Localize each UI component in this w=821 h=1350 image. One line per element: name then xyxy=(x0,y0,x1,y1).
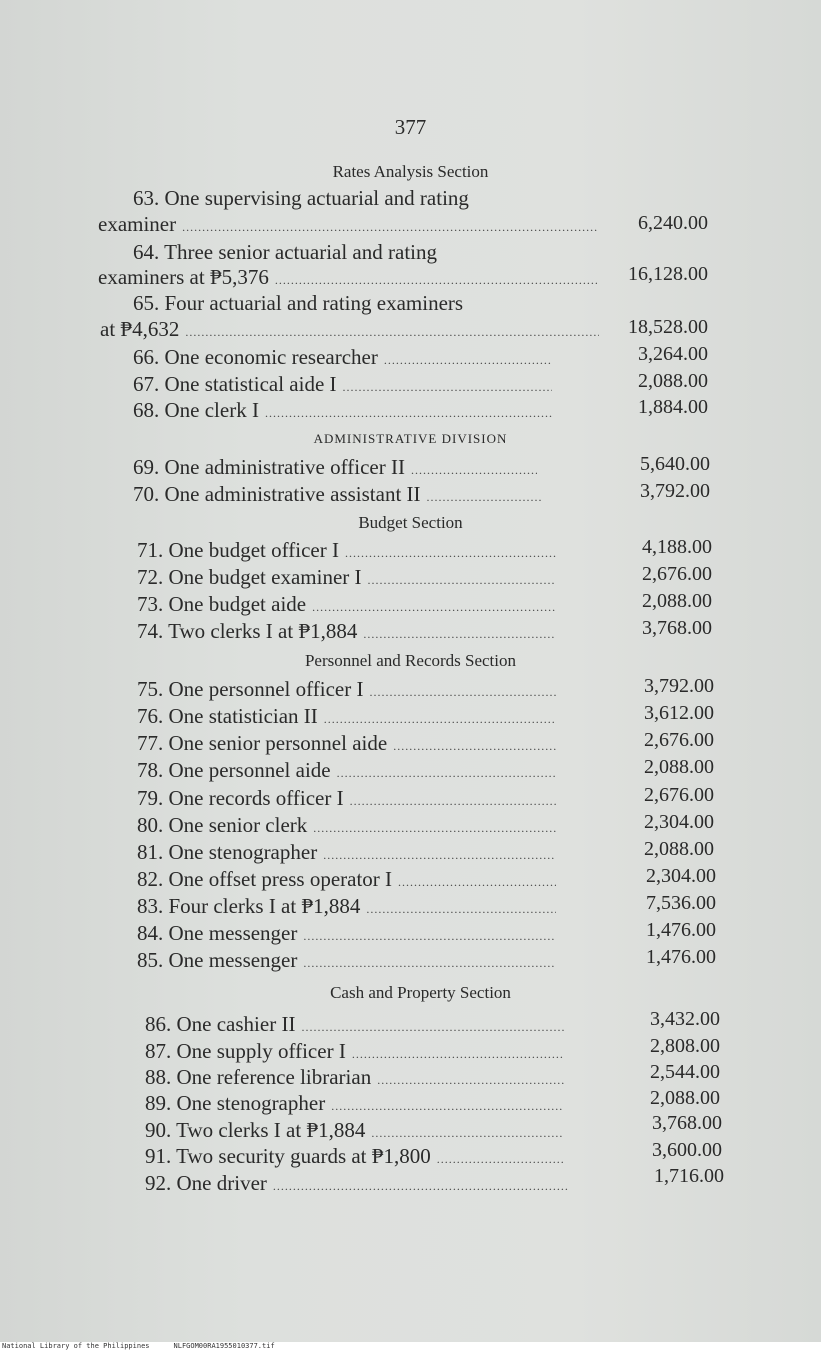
item-78 xyxy=(137,758,562,783)
item-87-amount: 2,808.00 xyxy=(650,1035,720,1057)
item-78-label: 78. One personnel aide xyxy=(137,758,331,782)
item-88-amount: 2,544.00 xyxy=(650,1061,720,1083)
item-76 xyxy=(137,704,562,729)
item-86-amount: 3,432.00 xyxy=(650,1008,720,1030)
item-92-label: 92. One driver xyxy=(145,1171,267,1195)
item-81 xyxy=(137,840,562,865)
item-73-label: 73. One budget aide xyxy=(137,592,307,616)
item-69-amount: 5,640.00 xyxy=(640,453,710,475)
item-79-label: 79. One records officer I xyxy=(137,786,344,810)
item-84-amount: 1,476.00 xyxy=(646,919,716,941)
item-68 xyxy=(133,398,558,423)
item-68-amount: 1,884.00 xyxy=(638,396,708,418)
item-77 xyxy=(137,731,562,756)
item-85-amount: 1,476.00 xyxy=(646,946,716,968)
item-88 xyxy=(145,1065,570,1090)
section-heading-admin: ADMINISTRATIVE DIVISION xyxy=(313,431,508,446)
section-heading-cash: Cash and Property Section xyxy=(330,983,511,1002)
item-80-amount: 2,304.00 xyxy=(644,811,714,833)
item-69 xyxy=(133,455,543,480)
item-74 xyxy=(137,619,562,644)
item-80-label: 80. One senior clerk xyxy=(137,813,308,837)
item-65 xyxy=(100,317,605,342)
item-81-label: 81. One stenographer xyxy=(137,840,318,864)
item-65-line1: 65. Four actuarial and rating examiners xyxy=(133,291,464,315)
item-85-label: 85. One messenger xyxy=(137,948,298,972)
item-71-amount: 4,188.00 xyxy=(642,536,712,558)
item-91 xyxy=(145,1144,570,1169)
item-64 xyxy=(98,265,603,290)
section-heading-rates: Rates Analysis Section xyxy=(332,162,489,181)
item-74-label: 74. Two clerks I at ₱1,884 xyxy=(137,619,358,643)
item-82-amount: 2,304.00 xyxy=(646,865,716,887)
item-92-amount: 1,716.00 xyxy=(654,1165,724,1187)
item-75-label: 75. One personnel officer I xyxy=(137,677,364,701)
item-89-label: 89. One stenographer xyxy=(145,1091,326,1115)
item-86 xyxy=(145,1012,570,1037)
item-70-label: 70. One administrative assistant II xyxy=(133,482,421,506)
footer-file: NLFGOM00RA1955010377.tif xyxy=(173,1342,275,1350)
item-83-label: 83. Four clerks I at ₱1,884 xyxy=(137,894,361,918)
item-90-amount: 3,768.00 xyxy=(652,1112,722,1134)
item-63-label: examiner xyxy=(98,212,177,236)
item-72 xyxy=(137,565,562,590)
scan-footer xyxy=(0,1342,821,1350)
item-63-line1: 63. One supervising actuarial and rating xyxy=(133,186,469,210)
item-70-amount: 3,792.00 xyxy=(640,480,710,502)
item-91-label: 91. Two security guards at ₱1,800 xyxy=(145,1144,431,1168)
item-82-label: 82. One offset press operator I xyxy=(137,867,393,891)
item-78-amount: 2,088.00 xyxy=(644,756,714,778)
item-72-amount: 2,676.00 xyxy=(642,563,712,585)
item-70 xyxy=(133,482,548,507)
item-81-amount: 2,088.00 xyxy=(644,838,714,860)
item-67-label: 67. One statistical aide I xyxy=(133,372,337,396)
item-66-amount: 3,264.00 xyxy=(638,343,708,365)
item-88-label: 88. One reference librarian xyxy=(145,1065,372,1089)
item-84-label: 84. One messenger xyxy=(137,921,298,945)
item-80 xyxy=(137,813,562,838)
item-72-label: 72. One budget examiner I xyxy=(137,565,362,589)
item-68-label: 68. One clerk I xyxy=(133,398,259,422)
item-71 xyxy=(137,538,562,563)
item-75 xyxy=(137,677,562,702)
item-79 xyxy=(137,786,562,811)
item-83 xyxy=(137,894,562,919)
item-63-amount: 6,240.00 xyxy=(638,212,708,234)
section-heading-budget: Budget Section xyxy=(358,513,463,532)
item-83-amount: 7,536.00 xyxy=(646,892,716,914)
item-89 xyxy=(145,1091,570,1116)
item-66-label: 66. One economic researcher xyxy=(133,345,378,369)
item-84 xyxy=(137,921,562,946)
item-91-amount: 3,600.00 xyxy=(652,1139,722,1161)
section-heading-personnel: Personnel and Records Section xyxy=(304,651,517,670)
item-87 xyxy=(145,1039,570,1064)
item-66 xyxy=(133,345,558,370)
item-67 xyxy=(133,372,558,397)
item-90-label: 90. Two clerks I at ₱1,884 xyxy=(145,1118,366,1142)
item-82 xyxy=(137,867,562,892)
item-79-amount: 2,676.00 xyxy=(644,784,714,806)
item-67-amount: 2,088.00 xyxy=(638,370,708,392)
item-89-amount: 2,088.00 xyxy=(650,1087,720,1109)
page-number: 377 xyxy=(394,115,427,139)
item-73 xyxy=(137,592,562,617)
item-87-label: 87. One supply officer I xyxy=(145,1039,346,1063)
item-65-label: at ₱4,632 xyxy=(100,317,180,341)
item-64-label: examiners at ₱5,376 xyxy=(98,265,269,289)
item-65-amount: 18,528.00 xyxy=(628,316,708,338)
item-77-amount: 2,676.00 xyxy=(644,729,714,751)
item-63 xyxy=(98,212,603,237)
item-74-amount: 3,768.00 xyxy=(642,617,712,639)
item-76-label: 76. One statistician II xyxy=(137,704,318,728)
item-90 xyxy=(145,1118,570,1143)
item-85 xyxy=(137,948,562,973)
item-69-label: 69. One administrative officer II xyxy=(133,455,405,479)
item-77-label: 77. One senior personnel aide xyxy=(137,731,388,755)
footer-library: National Library of the Philippines xyxy=(2,1342,150,1350)
item-76-amount: 3,612.00 xyxy=(644,702,714,724)
item-75-amount: 3,792.00 xyxy=(644,675,714,697)
item-92 xyxy=(145,1171,575,1196)
item-73-amount: 2,088.00 xyxy=(642,590,712,612)
item-64-amount: 16,128.00 xyxy=(628,263,708,285)
item-64-line1: 64. Three senior actuarial and rating xyxy=(133,240,437,264)
item-86-label: 86. One cashier II xyxy=(145,1012,296,1036)
item-71-label: 71. One budget officer I xyxy=(137,538,339,562)
